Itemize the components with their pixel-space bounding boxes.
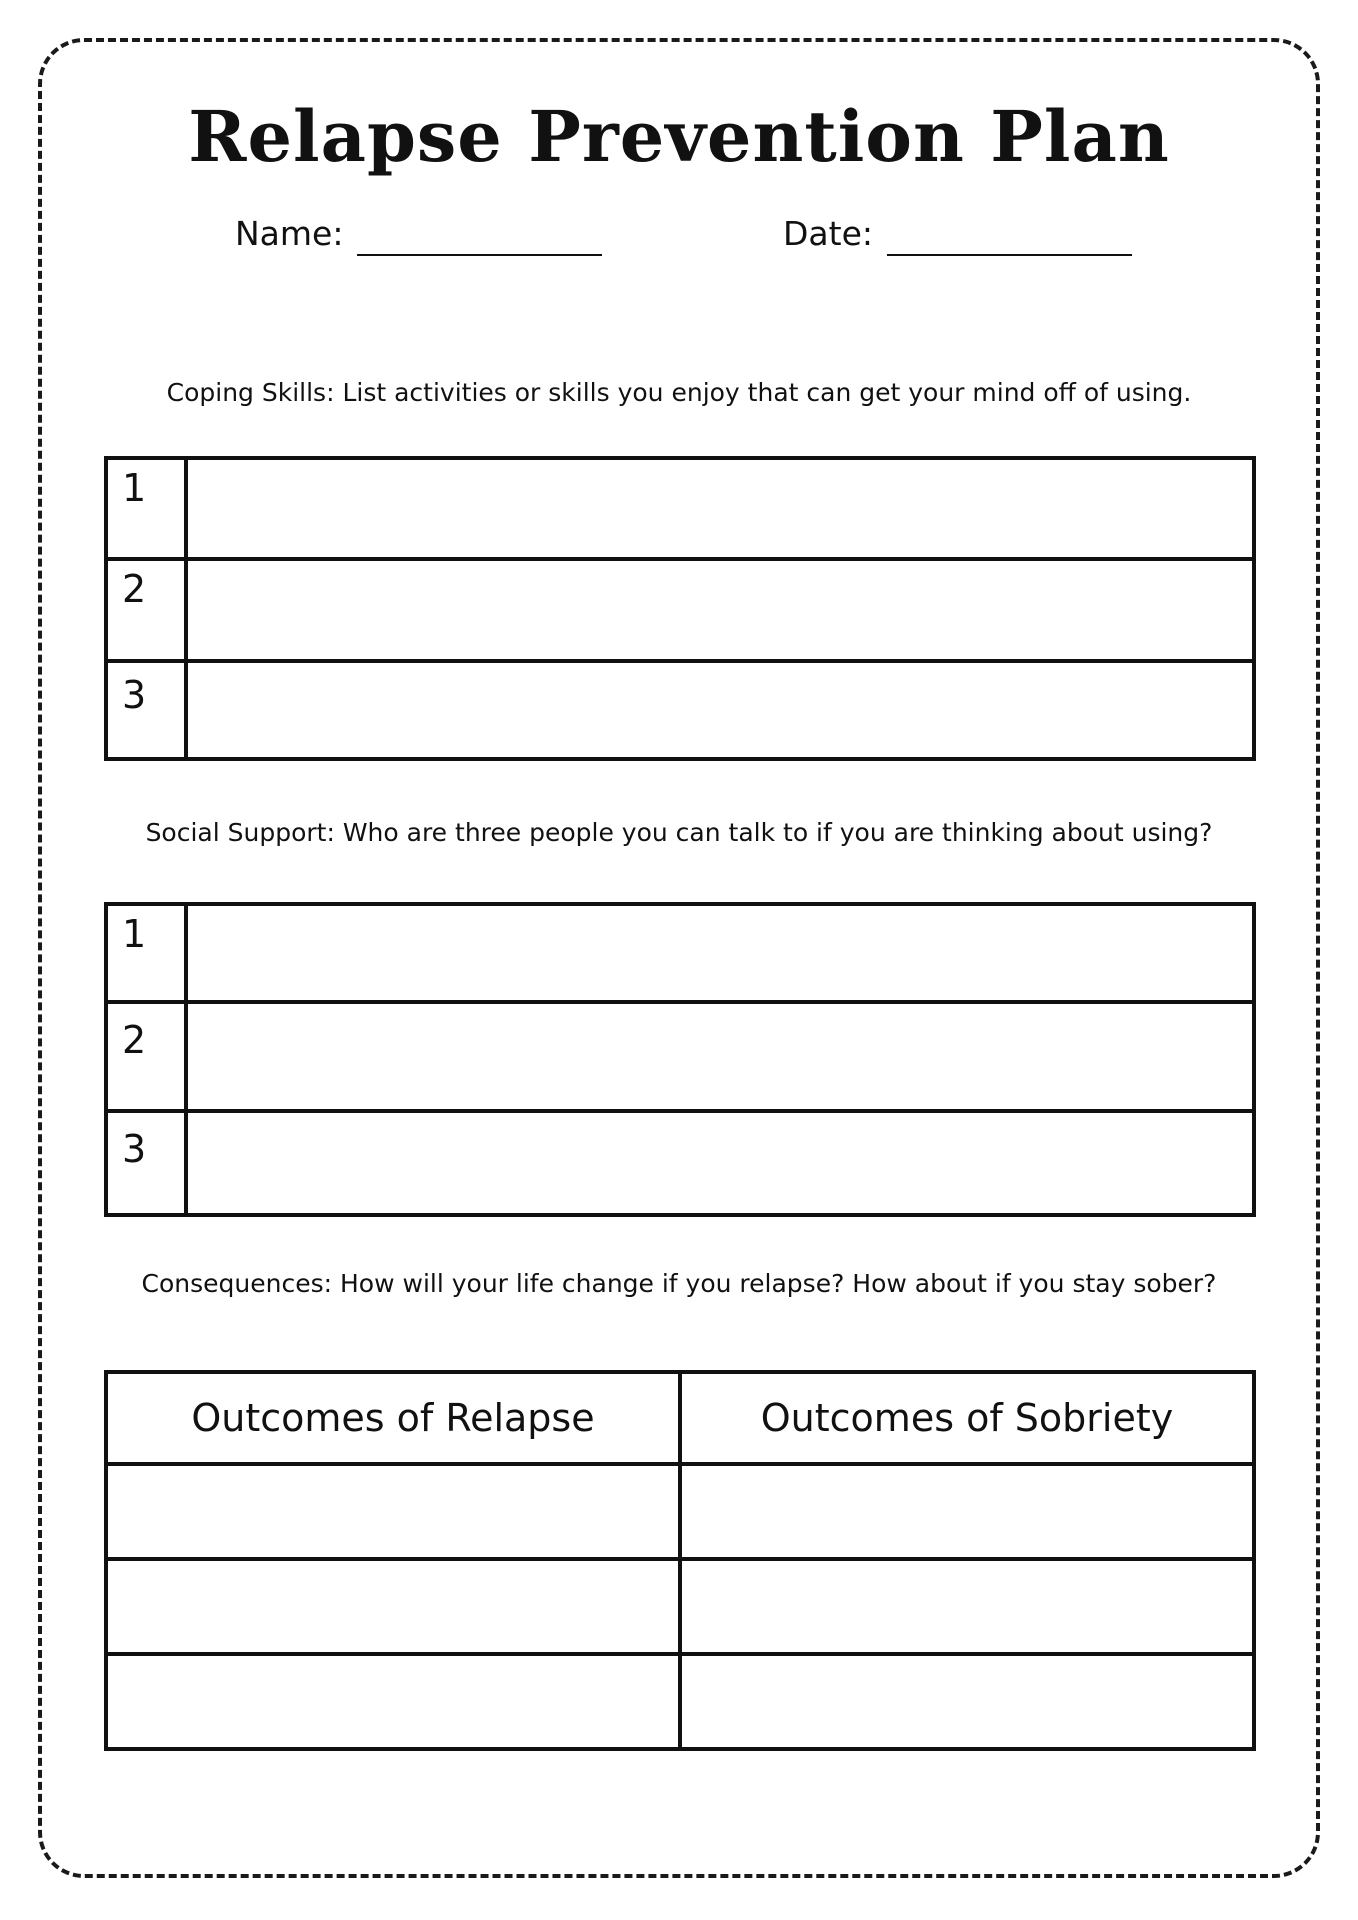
relapse-outcome-cell-2[interactable] [106,1559,680,1654]
sobriety-outcome-cell-3[interactable] [680,1654,1254,1749]
table-row [106,1654,1254,1749]
table-row [106,1111,1254,1215]
name-field [235,212,602,256]
coping-skill-cell-2[interactable] [186,559,1254,661]
row-number: 3 [106,1111,186,1215]
table-row [106,458,1254,559]
row-number: 2 [106,559,186,661]
social-support-table [104,902,1256,1217]
sobriety-outcome-cell-2[interactable] [680,1559,1254,1654]
table-row [106,1464,1254,1559]
consequences-prompt: Consequences: How will your life change if you relapse? How about if you stay sober? [141,1269,1217,1298]
row-number: 1 [106,904,186,1002]
name-line[interactable] [357,218,602,256]
table-row [106,661,1254,759]
sobriety-column-header: Outcomes of Sobriety [680,1372,1254,1464]
coping-skill-cell-3[interactable] [186,661,1254,759]
coping-skill-cell-1[interactable] [186,458,1254,559]
relapse-column-header: Outcomes of Relapse [106,1372,680,1464]
date-field [783,212,1132,256]
support-person-cell-2[interactable] [186,1002,1254,1111]
table-row [106,904,1254,1002]
date-line[interactable] [887,218,1132,256]
coping-skills-prompt: Coping Skills: List activities or skills you enjoy that can get your mind off of using. [166,378,1192,407]
date-label: Date: [783,214,873,253]
social-support-prompt: Social Support: Who are three people you can talk to if you are thinking about using? [145,818,1213,847]
table-row [106,1559,1254,1654]
table-header-row [106,1372,1254,1464]
support-person-cell-3[interactable] [186,1111,1254,1215]
table-row [106,559,1254,661]
support-person-cell-1[interactable] [186,904,1254,1002]
coping-skills-table [104,456,1256,761]
relapse-outcome-cell-1[interactable] [106,1464,680,1559]
sobriety-outcome-cell-1[interactable] [680,1464,1254,1559]
table-row [106,1002,1254,1111]
page-title: Relapse Prevention Plan [188,95,1170,178]
row-number: 1 [106,458,186,559]
outcomes-table [104,1370,1256,1751]
row-number: 2 [106,1002,186,1111]
relapse-outcome-cell-3[interactable] [106,1654,680,1749]
row-number: 3 [106,661,186,759]
name-label: Name: [235,214,344,253]
